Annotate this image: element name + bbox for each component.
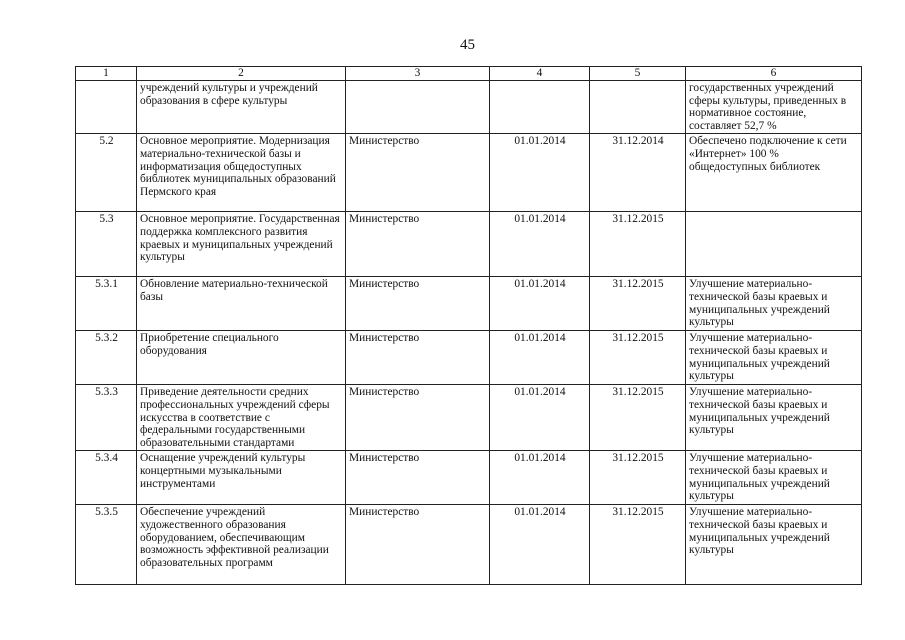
measures-table: [75, 66, 862, 585]
executor-cell: Министерство: [346, 212, 490, 277]
executor-cell: Министерство: [346, 451, 490, 505]
measure-name-cell: Приобретение специального оборудования: [137, 331, 346, 385]
table-row: [76, 212, 862, 277]
executor-cell: Министерство: [346, 331, 490, 385]
item-number-cell: [76, 81, 137, 134]
executor-cell: Министерство: [346, 505, 490, 585]
header-cell: 6: [686, 67, 862, 81]
item-number-cell: 5.3.5: [76, 505, 137, 585]
end-date-cell: [590, 81, 686, 134]
table-row: [76, 505, 862, 585]
table-row: [76, 385, 862, 451]
start-date-cell: 01.01.2014: [490, 277, 590, 331]
table-row: [76, 331, 862, 385]
table-row: [76, 277, 862, 331]
measure-name-cell: Оснащение учреждений культуры концертными музыкальными инструментами: [137, 451, 346, 505]
expected-result-cell: Улучшение материально-технической базы краевых и муниципальных учреждений культуры: [686, 277, 862, 331]
start-date-cell: 01.01.2014: [490, 505, 590, 585]
item-number-cell: 5.3.1: [76, 277, 137, 331]
expected-result-cell: государственных учреждений сферы культуры, приведенных в нормативное состояние, составляет 52,7 %: [686, 81, 862, 134]
expected-result-cell: [686, 212, 862, 277]
header-cell: 5: [590, 67, 686, 81]
expected-result-cell: Улучшение материально-технической базы краевых и муниципальных учреждений культуры: [686, 331, 862, 385]
expected-result-cell: Улучшение материально-технической базы краевых и муниципальных учреждений культуры: [686, 451, 862, 505]
start-date-cell: 01.01.2014: [490, 451, 590, 505]
start-date-cell: 01.01.2014: [490, 385, 590, 451]
item-number-cell: 5.3.3: [76, 385, 137, 451]
item-number-cell: 5.2: [76, 134, 137, 212]
executor-cell: Министерство: [346, 277, 490, 331]
page-number: 45: [460, 37, 475, 53]
end-date-cell: 31.12.2015: [590, 277, 686, 331]
measure-name-cell: Основное мероприятие. Государственная поддержка комплексного развития краевых и муниципальных учреждений культуры: [137, 212, 346, 277]
end-date-cell: 31.12.2015: [590, 505, 686, 585]
end-date-cell: 31.12.2014: [590, 134, 686, 212]
item-number-cell: 5.3.4: [76, 451, 137, 505]
measure-name-cell: учреждений культуры и учреждений образования в сфере культуры: [137, 81, 346, 134]
item-number-cell: 5.3.2: [76, 331, 137, 385]
header-cell: 2: [137, 67, 346, 81]
header-cell: 4: [490, 67, 590, 81]
table-row: [76, 81, 862, 134]
measure-name-cell: Обеспечение учреждений художественного образования оборудованием, обеспечивающим возможность эффективной реализации образовательных программ: [137, 505, 346, 585]
measure-name-cell: Основное мероприятие. Модернизация материально-технической базы и информатизация общедоступных библиотек муниципальных образований Пермского края: [137, 134, 346, 212]
start-date-cell: 01.01.2014: [490, 331, 590, 385]
table-row: [76, 134, 862, 212]
executor-cell: [346, 81, 490, 134]
header-cell: 1: [76, 67, 137, 81]
expected-result-cell: Улучшение материально-технической базы краевых и муниципальных учреждений культуры: [686, 385, 862, 451]
item-number-cell: 5.3: [76, 212, 137, 277]
expected-result-cell: Улучшение материально-технической базы краевых и муниципальных учреждений культуры: [686, 505, 862, 585]
table-row: [76, 451, 862, 505]
executor-cell: Министерство: [346, 385, 490, 451]
measure-name-cell: Обновление материально-технической базы: [137, 277, 346, 331]
measure-name-cell: Приведение деятельности средних профессиональных учреждений сферы искусства в соответствие с федеральными государственными образовательными стандартами: [137, 385, 346, 451]
end-date-cell: 31.12.2015: [590, 385, 686, 451]
start-date-cell: [490, 81, 590, 134]
end-date-cell: 31.12.2015: [590, 331, 686, 385]
expected-result-cell: Обеспечено подключение к сети «Интернет» 100 % общедоступных библиотек: [686, 134, 862, 212]
start-date-cell: 01.01.2014: [490, 134, 590, 212]
end-date-cell: 31.12.2015: [590, 212, 686, 277]
executor-cell: Министерство: [346, 134, 490, 212]
start-date-cell: 01.01.2014: [490, 212, 590, 277]
end-date-cell: 31.12.2015: [590, 451, 686, 505]
table-header-row: [76, 67, 862, 81]
header-cell: 3: [346, 67, 490, 81]
